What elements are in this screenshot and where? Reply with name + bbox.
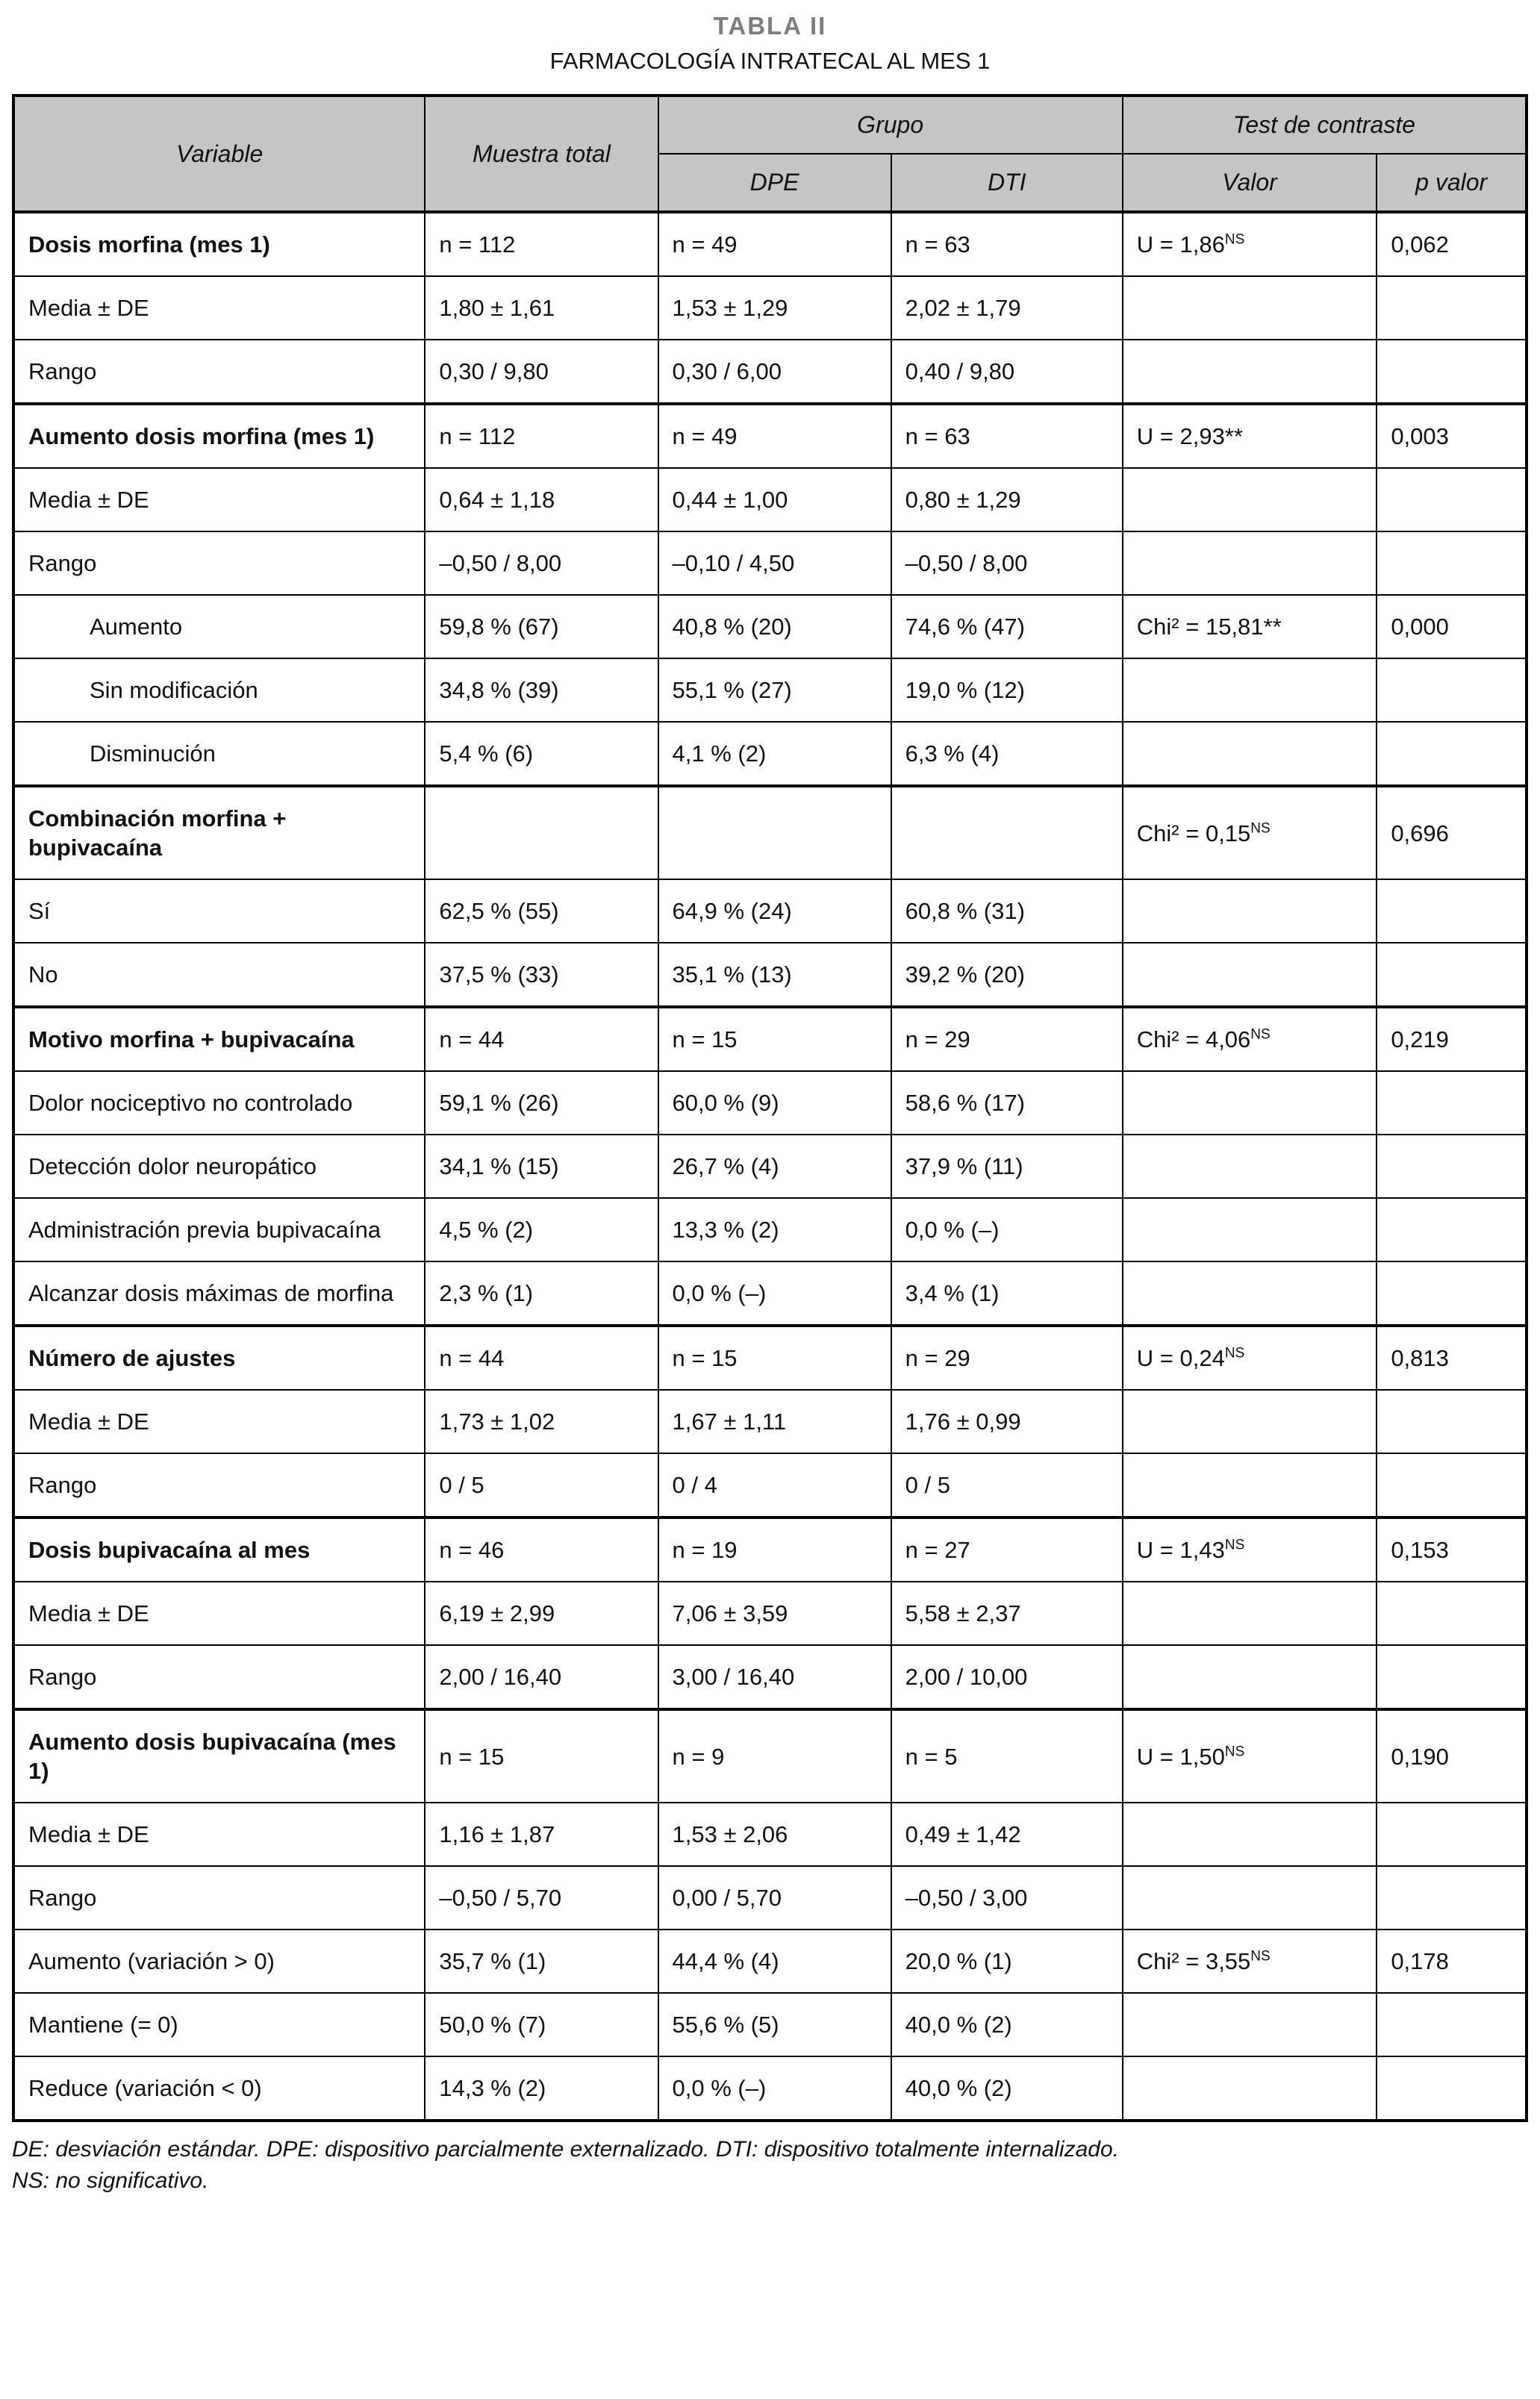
header-test-de-contraste: Test de contraste [1123, 96, 1527, 154]
cell-valor [1123, 1390, 1377, 1453]
cell-variable: Media ± DE [13, 1803, 425, 1866]
table-row [13, 1326, 1527, 1390]
cell-muestra-total: 1,80 ± 1,61 [425, 276, 658, 340]
cell-valor [1123, 340, 1377, 404]
cell-dpe: 13,3 % (2) [658, 1198, 891, 1261]
cell-variable: Dosis bupivacaína al mes [13, 1517, 425, 1582]
cell-p-valor [1377, 1582, 1527, 1645]
cell-muestra-total: 1,16 ± 1,87 [425, 1803, 658, 1866]
cell-dti: n = 63 [891, 212, 1123, 276]
cell-variable: Número de ajustes [13, 1326, 425, 1390]
table-row [13, 722, 1527, 786]
cell-dti: 20,0 % (1) [891, 1930, 1123, 1993]
cell-dpe: 0,0 % (–) [658, 2056, 891, 2121]
cell-p-valor [1377, 1071, 1527, 1135]
table-row [13, 468, 1527, 531]
cell-valor [1123, 1930, 1377, 1993]
cell-p-valor [1377, 1261, 1527, 1326]
cell-dti: 40,0 % (2) [891, 1993, 1123, 2056]
cell-muestra-total: –0,50 / 5,70 [425, 1866, 658, 1930]
cell-p-valor [1377, 1390, 1527, 1453]
cell-dti: 1,76 ± 0,99 [891, 1390, 1123, 1453]
cell-valor [1123, 943, 1377, 1007]
cell-dpe: 44,4 % (4) [658, 1930, 891, 1993]
cell-valor [1123, 1071, 1377, 1135]
header-dti: DTI [891, 154, 1123, 212]
cell-p-valor [1377, 531, 1527, 595]
cell-p-valor: 0,003 [1377, 404, 1527, 468]
cell-muestra-total: 1,73 ± 1,02 [425, 1390, 658, 1453]
cell-p-valor [1377, 276, 1527, 340]
cell-dpe [658, 786, 891, 879]
valor-text: Chi² = 4,06 [1136, 1026, 1251, 1052]
cell-muestra-total: 0 / 5 [425, 1453, 658, 1517]
cell-dti [891, 786, 1123, 879]
cell-variable: Reduce (variación < 0) [13, 2056, 425, 2121]
cell-muestra-total: 50,0 % (7) [425, 1993, 658, 2056]
cell-dpe: 3,00 / 16,40 [658, 1645, 891, 1709]
cell-dpe: 35,1 % (13) [658, 943, 891, 1007]
cell-muestra-total: n = 44 [425, 1326, 658, 1390]
cell-p-valor [1377, 1803, 1527, 1866]
cell-p-valor [1377, 1645, 1527, 1709]
cell-dpe: 0,30 / 6,00 [658, 340, 891, 404]
cell-dpe: –0,10 / 4,50 [658, 531, 891, 595]
table-row [13, 1645, 1527, 1709]
table-row [13, 1007, 1527, 1071]
table-row [13, 1198, 1527, 1261]
table-row [13, 340, 1527, 404]
cell-valor [1123, 1866, 1377, 1930]
cell-p-valor: 0,813 [1377, 1326, 1527, 1390]
cell-dpe: 1,53 ± 1,29 [658, 276, 891, 340]
cell-muestra-total: n = 46 [425, 1517, 658, 1582]
cell-valor [1123, 531, 1377, 595]
table-row [13, 1930, 1527, 1993]
cell-p-valor: 0,696 [1377, 786, 1527, 879]
cell-valor [1123, 212, 1377, 276]
cell-valor [1123, 468, 1377, 531]
cell-p-valor: 0,153 [1377, 1517, 1527, 1582]
cell-dpe: 0,00 / 5,70 [658, 1866, 891, 1930]
cell-variable: Aumento dosis morfina (mes 1) [13, 404, 425, 468]
table-row [13, 531, 1527, 595]
valor-text: Chi² = 15,81** [1136, 614, 1282, 640]
cell-dpe: 55,6 % (5) [658, 1993, 891, 2056]
cell-muestra-total: n = 15 [425, 1709, 658, 1803]
cell-dpe: n = 15 [658, 1007, 891, 1071]
table-row [13, 658, 1527, 722]
cell-muestra-total: 37,5 % (33) [425, 943, 658, 1007]
cell-dti: n = 29 [891, 1326, 1123, 1390]
cell-variable: Sí [13, 879, 425, 943]
cell-dpe: 1,53 ± 2,06 [658, 1803, 891, 1866]
cell-muestra-total: n = 112 [425, 404, 658, 468]
cell-p-valor [1377, 468, 1527, 531]
cell-dpe: 4,1 % (2) [658, 722, 891, 786]
cell-muestra-total: 35,7 % (1) [425, 1930, 658, 1993]
table-row [13, 1993, 1527, 2056]
cell-dti: 3,4 % (1) [891, 1261, 1123, 1326]
table-row [13, 212, 1527, 276]
cell-valor [1123, 786, 1377, 879]
cell-variable: No [13, 943, 425, 1007]
cell-variable: Media ± DE [13, 468, 425, 531]
table-row [13, 404, 1527, 468]
valor-text: U = 1,43 [1136, 1537, 1225, 1563]
cell-dti: 58,6 % (17) [891, 1071, 1123, 1135]
cell-dti: 39,2 % (20) [891, 943, 1123, 1007]
cell-dti: 0 / 5 [891, 1453, 1123, 1517]
page [12, 12, 1528, 2197]
cell-variable: Rango [13, 1866, 425, 1930]
cell-muestra-total: 59,1 % (26) [425, 1071, 658, 1135]
cell-variable: Combinación morfina + bupivacaína [13, 786, 425, 879]
cell-dti: 19,0 % (12) [891, 658, 1123, 722]
cell-valor [1123, 1645, 1377, 1709]
valor-superscript: NS [1224, 1744, 1245, 1760]
table-row [13, 1866, 1527, 1930]
cell-muestra-total: –0,50 / 8,00 [425, 531, 658, 595]
pharmacology-table [12, 94, 1528, 2122]
cell-dti: 0,0 % (–) [891, 1198, 1123, 1261]
cell-muestra-total [425, 786, 658, 879]
header-p-valor: p valor [1377, 154, 1527, 212]
table-row [13, 1071, 1527, 1135]
valor-text: U = 1,86 [1136, 231, 1225, 258]
cell-muestra-total: n = 112 [425, 212, 658, 276]
table-row [13, 943, 1527, 1007]
header-variable: Variable [13, 96, 425, 212]
cell-variable: Rango [13, 531, 425, 595]
cell-muestra-total: 2,00 / 16,40 [425, 1645, 658, 1709]
cell-valor [1123, 1993, 1377, 2056]
cell-muestra-total: 5,4 % (6) [425, 722, 658, 786]
cell-valor [1123, 1709, 1377, 1803]
cell-p-valor: 0,062 [1377, 212, 1527, 276]
table-body [13, 212, 1527, 2121]
cell-dpe: n = 9 [658, 1709, 891, 1803]
cell-valor [1123, 1261, 1377, 1326]
cell-variable: Detección dolor neuropático [13, 1135, 425, 1198]
footnote-line-1: DE: desviación estándar. DPE: dispositivo parcialmente externalizado. DTI: dispositivo totalmente internalizado. [12, 2137, 1119, 2162]
cell-p-valor [1377, 1198, 1527, 1261]
cell-dti: 0,80 ± 1,29 [891, 468, 1123, 531]
cell-dti: 74,6 % (47) [891, 595, 1123, 658]
valor-text: Chi² = 3,55 [1136, 1948, 1251, 1974]
cell-dti: 40,0 % (2) [891, 2056, 1123, 2121]
cell-p-valor: 0,178 [1377, 1930, 1527, 1993]
table-header [13, 96, 1527, 212]
cell-variable: Mantiene (= 0) [13, 1993, 425, 2056]
table-row [13, 1582, 1527, 1645]
table-row [13, 1803, 1527, 1866]
cell-variable: Dosis morfina (mes 1) [13, 212, 425, 276]
cell-variable: Media ± DE [13, 1390, 425, 1453]
cell-p-valor: 0,000 [1377, 595, 1527, 658]
cell-variable: Disminución [13, 722, 425, 786]
cell-dti: n = 5 [891, 1709, 1123, 1803]
cell-p-valor: 0,190 [1377, 1709, 1527, 1803]
cell-variable: Rango [13, 1645, 425, 1709]
valor-superscript: NS [1224, 1345, 1245, 1361]
cell-dti: 2,02 ± 1,79 [891, 276, 1123, 340]
cell-muestra-total: 0,64 ± 1,18 [425, 468, 658, 531]
cell-variable: Rango [13, 340, 425, 404]
cell-dpe: 0 / 4 [658, 1453, 891, 1517]
cell-dpe: 7,06 ± 3,59 [658, 1582, 891, 1645]
cell-valor [1123, 658, 1377, 722]
cell-valor [1123, 1326, 1377, 1390]
cell-p-valor [1377, 1453, 1527, 1517]
cell-dpe: n = 15 [658, 1326, 891, 1390]
cell-dti: 60,8 % (31) [891, 879, 1123, 943]
cell-variable: Dolor nociceptivo no controlado [13, 1071, 425, 1135]
cell-dpe: 1,67 ± 1,11 [658, 1390, 891, 1453]
cell-dti: 6,3 % (4) [891, 722, 1123, 786]
valor-text: Chi² = 0,15 [1136, 820, 1251, 846]
cell-dti: 5,58 ± 2,37 [891, 1582, 1123, 1645]
cell-valor [1123, 1135, 1377, 1198]
cell-variable: Aumento [13, 595, 425, 658]
cell-muestra-total: 4,5 % (2) [425, 1198, 658, 1261]
header-dpe: DPE [658, 154, 891, 212]
cell-dpe: 0,44 ± 1,00 [658, 468, 891, 531]
cell-valor [1123, 2056, 1377, 2121]
cell-muestra-total: 14,3 % (2) [425, 2056, 658, 2121]
valor-superscript: NS [1250, 1948, 1271, 1965]
cell-p-valor [1377, 1866, 1527, 1930]
cell-p-valor [1377, 1993, 1527, 2056]
cell-p-valor [1377, 2056, 1527, 2121]
cell-dti: n = 63 [891, 404, 1123, 468]
cell-valor [1123, 722, 1377, 786]
cell-valor [1123, 276, 1377, 340]
cell-muestra-total: n = 44 [425, 1007, 658, 1071]
cell-valor [1123, 1198, 1377, 1261]
cell-variable: Administración previa bupivacaína [13, 1198, 425, 1261]
cell-muestra-total: 34,8 % (39) [425, 658, 658, 722]
cell-dpe: n = 49 [658, 404, 891, 468]
cell-p-valor [1377, 658, 1527, 722]
cell-variable: Alcanzar dosis máximas de morfina [13, 1261, 425, 1326]
cell-dpe: n = 19 [658, 1517, 891, 1582]
cell-p-valor [1377, 879, 1527, 943]
cell-dpe: 55,1 % (27) [658, 658, 891, 722]
table-row [13, 595, 1527, 658]
cell-valor [1123, 879, 1377, 943]
header-row-top [13, 96, 1527, 154]
valor-text: U = 2,93** [1136, 423, 1243, 449]
cell-valor [1123, 404, 1377, 468]
footnote [12, 2134, 1528, 2197]
cell-variable: Aumento dosis bupivacaína (mes 1) [13, 1709, 425, 1803]
cell-dpe: 26,7 % (4) [658, 1135, 891, 1198]
cell-p-valor [1377, 943, 1527, 1007]
table-row [13, 1709, 1527, 1803]
cell-variable: Media ± DE [13, 1582, 425, 1645]
cell-muestra-total: 34,1 % (15) [425, 1135, 658, 1198]
table-row [13, 786, 1527, 879]
table-row [13, 1390, 1527, 1453]
table-row [13, 1453, 1527, 1517]
cell-p-valor [1377, 722, 1527, 786]
cell-dpe: 0,0 % (–) [658, 1261, 891, 1326]
footnote-line-2: NS: no significativo. [12, 2168, 209, 2193]
cell-p-valor: 0,219 [1377, 1007, 1527, 1071]
valor-superscript: NS [1224, 1537, 1245, 1553]
table-row [13, 1517, 1527, 1582]
cell-p-valor [1377, 1135, 1527, 1198]
cell-dpe: n = 49 [658, 212, 891, 276]
cell-dpe: 40,8 % (20) [658, 595, 891, 658]
cell-dti: –0,50 / 8,00 [891, 531, 1123, 595]
cell-variable: Media ± DE [13, 276, 425, 340]
table-row [13, 2056, 1527, 2121]
table-subtitle: FARMACOLOGÍA INTRATECAL AL MES 1 [549, 48, 991, 74]
cell-dti: 0,40 / 9,80 [891, 340, 1123, 404]
header-muestra-total: Muestra total [425, 96, 658, 212]
cell-valor [1123, 1453, 1377, 1517]
cell-valor [1123, 1803, 1377, 1866]
cell-dti: 37,9 % (11) [891, 1135, 1123, 1198]
cell-muestra-total: 6,19 ± 2,99 [425, 1582, 658, 1645]
table-row [13, 1135, 1527, 1198]
valor-superscript: NS [1250, 1026, 1271, 1043]
cell-valor [1123, 595, 1377, 658]
cell-dti: 0,49 ± 1,42 [891, 1803, 1123, 1866]
cell-variable: Sin modificación [13, 658, 425, 722]
cell-valor [1123, 1517, 1377, 1582]
cell-muestra-total: 62,5 % (55) [425, 879, 658, 943]
cell-dpe: 64,9 % (24) [658, 879, 891, 943]
cell-dti: n = 27 [891, 1517, 1123, 1582]
valor-superscript: NS [1224, 231, 1245, 248]
table-row [13, 276, 1527, 340]
cell-dti: n = 29 [891, 1007, 1123, 1071]
cell-variable: Rango [13, 1453, 425, 1517]
header-grupo: Grupo [658, 96, 1123, 154]
cell-variable: Aumento (variación > 0) [13, 1930, 425, 1993]
cell-p-valor [1377, 340, 1527, 404]
cell-dpe: 60,0 % (9) [658, 1071, 891, 1135]
table-title: TABLA II [713, 12, 827, 40]
cell-muestra-total: 0,30 / 9,80 [425, 340, 658, 404]
cell-dti: 2,00 / 10,00 [891, 1645, 1123, 1709]
cell-muestra-total: 2,3 % (1) [425, 1261, 658, 1326]
cell-dti: –0,50 / 3,00 [891, 1866, 1123, 1930]
table-row [13, 1261, 1527, 1326]
cell-variable: Motivo morfina + bupivacaína [13, 1007, 425, 1071]
cell-valor [1123, 1007, 1377, 1071]
valor-text: U = 0,24 [1136, 1345, 1225, 1371]
table-row [13, 879, 1527, 943]
cell-valor [1123, 1582, 1377, 1645]
valor-text: U = 1,50 [1136, 1743, 1225, 1770]
valor-superscript: NS [1250, 820, 1271, 837]
cell-muestra-total: 59,8 % (67) [425, 595, 658, 658]
header-valor: Valor [1123, 154, 1377, 212]
